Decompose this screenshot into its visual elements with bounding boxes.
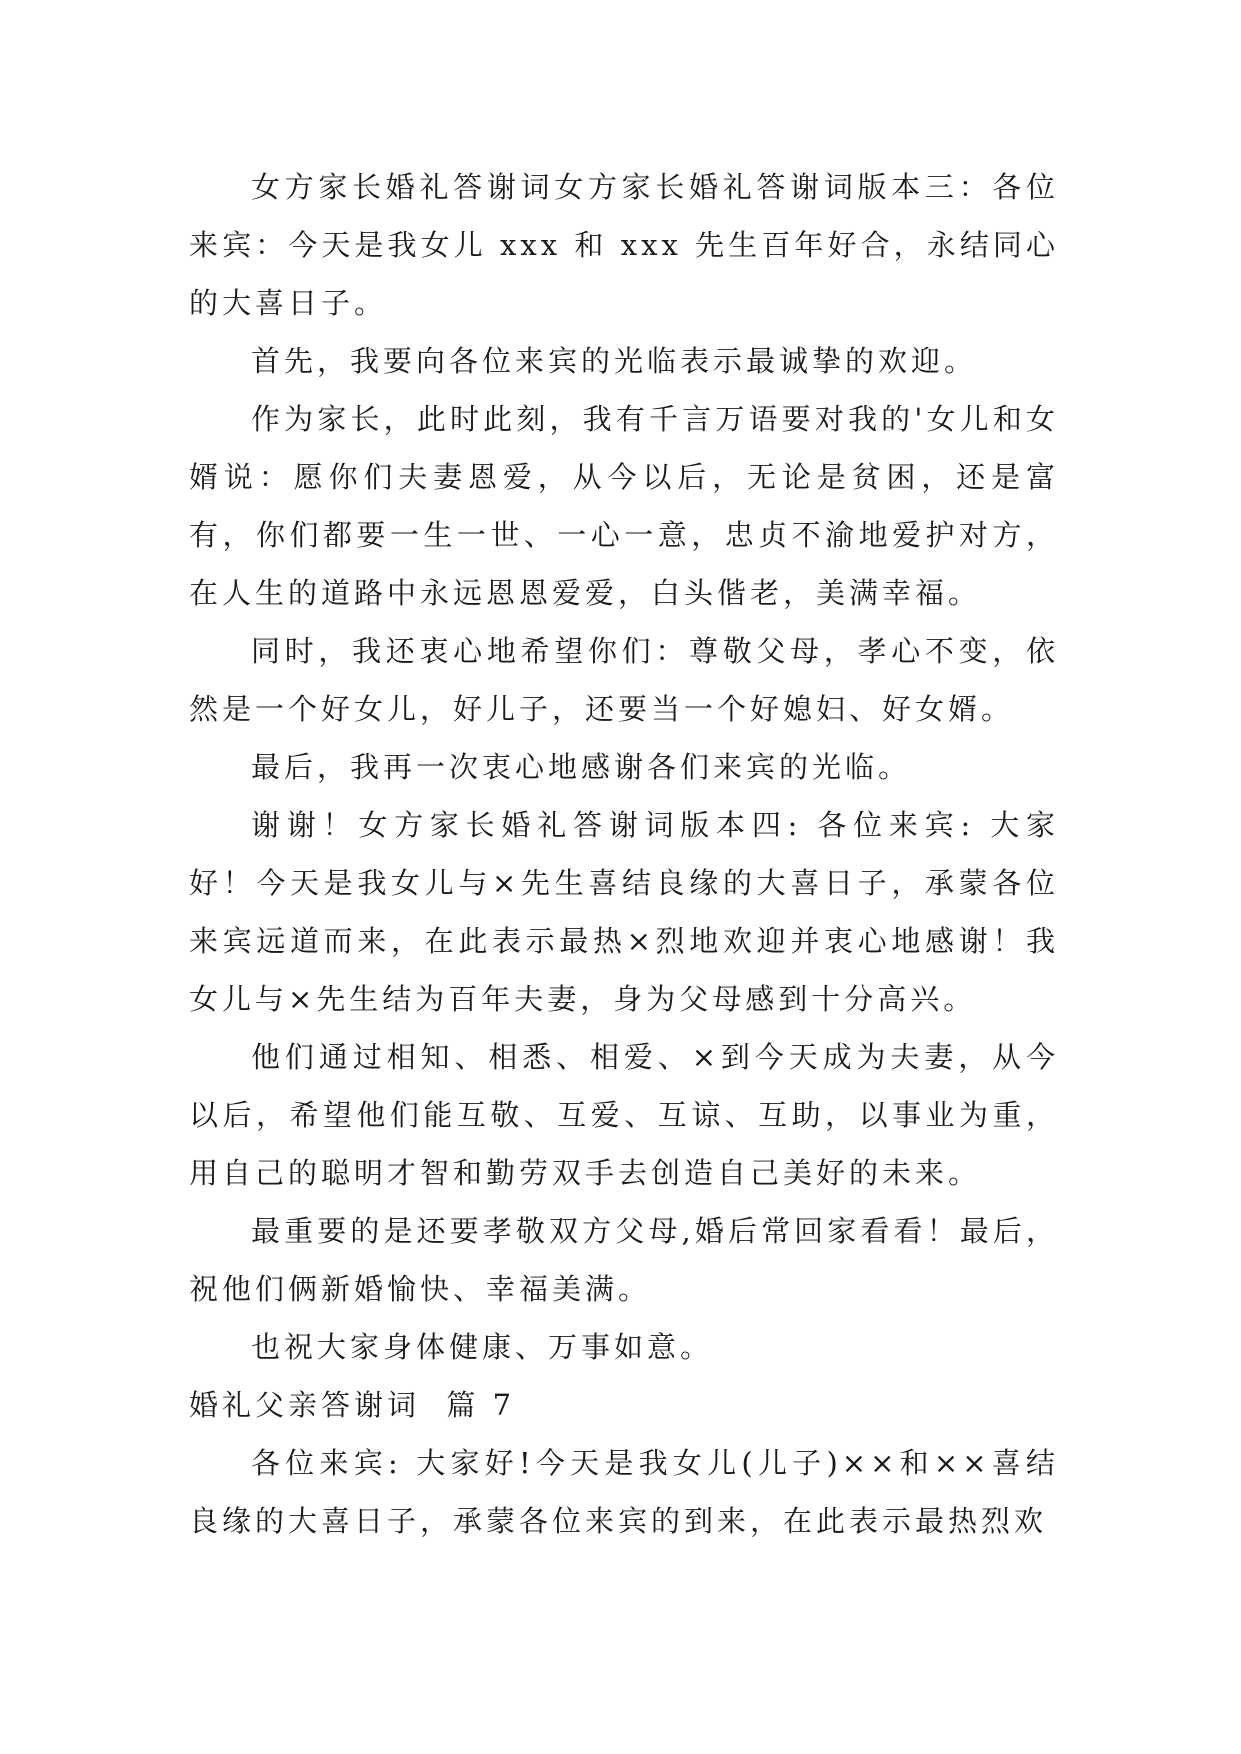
paragraph-3: 作为家长，此时此刻，我有千言万语要对我的'女儿和女婿说：愿你们夫妻恩爱，从今以后，无论是贫困，还是富有，你们都要一生一世、一心一意，忠贞不渝地爱护对方，在人生的道路中永远恩恩爱爱，白头偕老，美满幸福。 xyxy=(189,402,1059,610)
paragraph-1: 女方家长婚礼答谢词女方家长婚礼答谢词版本三：各位来宾：今天是我女儿 xxx 和 xxx 先生百年好合，永结同心的大喜日子。 xyxy=(189,170,1059,320)
paragraph-5: 最后，我再一次衷心地感谢各们来宾的光临。 xyxy=(251,750,912,784)
paragraph-6: 谢谢！女方家长婚礼答谢词版本四: 各位来宾: 大家好！今天是我女儿与×先生喜结良缘的大喜日子，承蒙各位来宾远道而来，在此表示最热×烈地欢迎并衷心地感谢！我女儿与×先生结为百年夫妻，身为父母感到十分高兴。 xyxy=(189,808,1059,1016)
document-body xyxy=(189,158,1059,1550)
final-paragraph: 各位来宾: 大家好!今天是我女儿(儿子)××和××喜结良缘的大喜日子，承蒙各位来宾的到来，在此表示最热烈欢 xyxy=(189,1446,1059,1538)
paragraph-7: 他们通过相知、相悉、相爱、×到今天成为夫妻，从今以后，希望他们能互敬、互爱、互谅、互助，以事业为重，用自己的聪明才智和勤劳双手去创造自己美好的未来。 xyxy=(189,1040,1059,1190)
paragraph-2: 首先，我要向各位来宾的光临表示最诚挚的欢迎。 xyxy=(251,344,978,378)
paragraph-4: 同时，我还衷心地希望你们：尊敬父母，孝心不变，依然是一个好女儿，好儿子，还要当一个好媳妇、好女婿。 xyxy=(189,634,1059,726)
section-heading: 婚礼父亲答谢词 篇 7 xyxy=(189,1388,516,1422)
paragraph-9: 也祝大家身体健康、万事如意。 xyxy=(251,1330,714,1364)
paragraph-8: 最重要的是还要孝敬双方父母,婚后常回家看看！最后，祝他们俩新婚愉快、幸福美满。 xyxy=(189,1214,1059,1306)
